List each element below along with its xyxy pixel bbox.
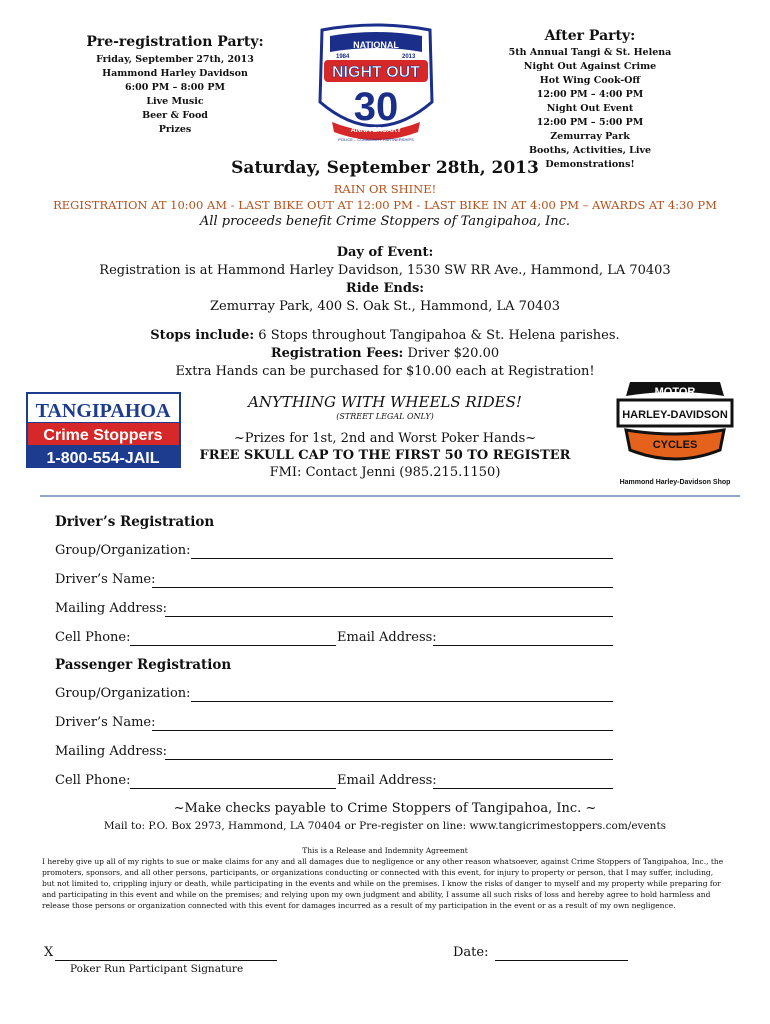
logo-band-text: POLICE – COMMUNITY PARTNERSHIPS xyxy=(338,137,414,142)
crime-stoppers-phone: 1-800-554-JAIL xyxy=(46,450,160,467)
passenger-name-label: Driver’s Name: xyxy=(55,715,156,730)
extra-hands: Extra Hands can be purchased for $10.00 each at Registration! xyxy=(175,364,595,379)
date-label: Date: xyxy=(453,945,489,960)
section-divider xyxy=(40,495,740,497)
passenger-email-label: Email Address: xyxy=(337,773,437,788)
after-party-line: Booths, Activities, Live xyxy=(528,145,652,156)
wheels-headline: ANYTHING WITH WHEELS RIDES! xyxy=(248,393,522,411)
driver-address-field[interactable] xyxy=(165,616,613,617)
pre-party-line: Friday, September 27th, 2013 xyxy=(96,54,254,65)
crime-stoppers-logo xyxy=(26,392,181,468)
passenger-group-label: Group/Organization: xyxy=(55,686,191,701)
date-field[interactable] xyxy=(495,960,628,961)
pre-party-line: Hammond Harley Davidson xyxy=(102,68,248,79)
mail-to: Mail to: P.O. Box 2973, Hammond, LA 70404 or Pre-register on line: www.tangicrimestoppers.com/events xyxy=(103,820,667,832)
stops-label: Stops include: xyxy=(150,328,255,343)
national-night-out-logo xyxy=(312,22,440,146)
release-title: This is a Release and Indemnity Agreement xyxy=(302,846,468,855)
after-party-line: Night Out Event xyxy=(546,103,634,114)
after-party-line: Demonstrations! xyxy=(545,159,635,170)
fees-text: Driver $20.00 xyxy=(403,346,500,361)
drivers-registration-title: Driver’s Registration xyxy=(55,514,215,530)
rain-or-shine: RAIN OR SHINE! xyxy=(333,182,437,196)
driver-phone-field[interactable] xyxy=(130,645,336,646)
passenger-address-label: Mailing Address: xyxy=(55,744,168,759)
stops-line xyxy=(0,327,770,345)
harley-brand-text: HARLEY-DAVIDSON xyxy=(622,409,728,421)
event-date: Saturday, September 28th, 2013 xyxy=(231,158,539,178)
driver-address-label: Mailing Address: xyxy=(55,601,168,616)
ride-ends-location: Zemurray Park, 400 S. Oak St., Hammond, LA 70403 xyxy=(210,299,560,314)
passenger-address-field[interactable] xyxy=(165,759,613,760)
registration-schedule: REGISTRATION AT 10:00 AM - LAST BIKE OUT AT 12:00 PM - LAST BIKE IN AT 4:00 PM – AWARDS AT 4:30 PM xyxy=(53,198,717,212)
after-party-line: Zemurray Park xyxy=(550,131,630,142)
registration-location: Registration is at Hammond Harley Davidson, 1530 SW RR Ave., Hammond, LA 70403 xyxy=(99,263,671,278)
harley-shop-name: Hammond Harley-Davidson Shop xyxy=(619,479,731,486)
driver-group-field[interactable] xyxy=(191,558,613,559)
day-of-event xyxy=(0,244,770,316)
fees-label: Registration Fees: xyxy=(270,346,404,361)
signature-field[interactable] xyxy=(55,960,277,961)
logo-year-right: 2013 xyxy=(402,54,416,60)
passenger-group-field[interactable] xyxy=(191,701,613,702)
crime-stoppers-name: TANGIPAHOA xyxy=(35,400,171,422)
stops-and-fees xyxy=(0,327,770,381)
fmi-contact: FMI: Contact Jenni (985.215.1150) xyxy=(269,465,501,480)
driver-email-field[interactable] xyxy=(433,645,613,646)
driver-email-label: Email Address: xyxy=(337,630,437,645)
proceeds-note: All proceeds benefit Crime Stoppers of Tangipahoa, Inc. xyxy=(199,214,571,229)
harley-cycles-text: CYCLES xyxy=(652,439,698,451)
passenger-email-field[interactable] xyxy=(433,788,613,789)
logo-night-out-text: NIGHT OUT xyxy=(332,64,420,81)
passenger-phone-field[interactable] xyxy=(130,788,336,789)
signature-label: Poker Run Participant Signature xyxy=(70,963,244,975)
passenger-registration-title: Passenger Registration xyxy=(55,657,232,673)
signature-x: X xyxy=(44,945,54,960)
promo-block xyxy=(180,393,590,480)
pre-party-line: Beer & Food xyxy=(142,110,208,121)
crime-stoppers-title: Crime Stoppers xyxy=(43,427,163,444)
pre-party-line: Live Music xyxy=(146,96,204,107)
harley-motor-text: MOTOR xyxy=(654,386,696,398)
after-party-line: Hot Wing Cook-Off xyxy=(539,75,641,86)
after-party-line: 12:00 PM – 5:00 PM xyxy=(536,117,644,128)
skull-cap-offer: FREE SKULL CAP TO THE FIRST 50 TO REGISTER xyxy=(199,448,571,463)
harley-davidson-logo xyxy=(600,378,750,488)
logo-anniversary-text: ANNIVERSARY xyxy=(350,127,402,134)
logo-number: 30 xyxy=(353,85,399,129)
driver-phone-label: Cell Phone: xyxy=(55,630,131,645)
street-legal-note: (STREET LEGAL ONLY) xyxy=(336,412,434,421)
driver-name-field[interactable] xyxy=(152,587,613,588)
after-party-line: 12:00 PM – 4:00 PM xyxy=(536,89,644,100)
prizes-line: ~Prizes for 1st, 2nd and Worst Poker Hands~ xyxy=(233,431,537,446)
driver-name-label: Driver’s Name: xyxy=(55,572,156,587)
pre-registration-party xyxy=(60,34,290,137)
after-party-line: Night Out Against Crime xyxy=(523,61,657,72)
logo-national-text: NATIONAL xyxy=(353,40,399,50)
day-of-event-heading: Day of Event: xyxy=(336,245,434,260)
ride-ends-heading: Ride Ends: xyxy=(345,281,425,296)
after-party xyxy=(490,28,690,172)
after-party-title: After Party: xyxy=(544,28,636,44)
release-body: I hereby give up all of my rights to sue or make claims for any and all damages due to negligence or any other reason whatsoever, against Crime Stoppers of Tangipahoa, Inc., the promoters, sponsors, and all other persons, participants, or organizations conducting or connected with this event, for injury to property or person, that I may suffer, including, but not limited to, crippling injury or death, while participating in the events and while on the premises. I know the risks of danger to myself and my property while preparing for and participating in this event and while on the premises; and relying upon my own judgment and ability, I assume all such risks of loss and hereby agree to hold harmless and release those persons or organization connected with this event for damages incurred as a result of my participation in the event or as a result of my own negligence. xyxy=(42,857,724,910)
driver-group-label: Group/Organization: xyxy=(55,543,191,558)
after-party-line: 5th Annual Tangi & St. Helena xyxy=(508,47,672,58)
pre-party-title: Pre-registration Party: xyxy=(86,34,264,50)
checks-payable: ~Make checks payable to Crime Stoppers of Tangipahoa, Inc. ~ xyxy=(173,801,597,816)
pre-party-line: 6:00 PM – 8:00 PM xyxy=(125,82,225,93)
pre-party-line: Prizes xyxy=(158,124,192,135)
logo-year-left: 1984 xyxy=(336,54,350,60)
fees-line xyxy=(0,345,770,363)
passenger-phone-label: Cell Phone: xyxy=(55,773,131,788)
stops-text: 6 Stops throughout Tangipahoa & St. Helena parishes. xyxy=(254,328,620,343)
passenger-name-field[interactable] xyxy=(152,730,613,731)
